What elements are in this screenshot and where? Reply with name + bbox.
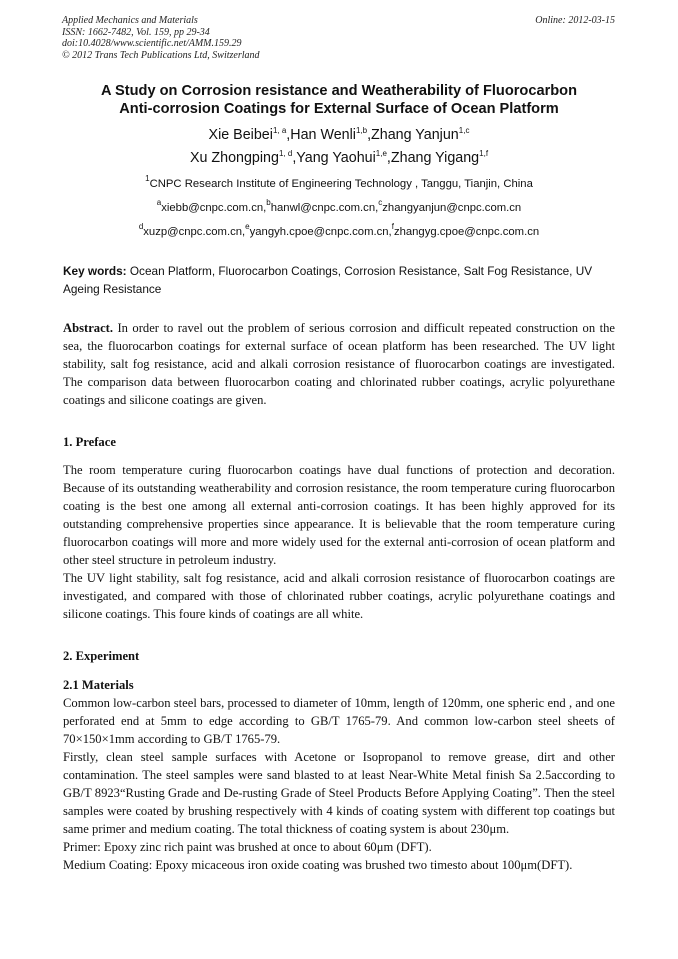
author-affil-sup: 1,b: [355, 126, 368, 135]
preface-paragraph-2: The UV light stability, salt fog resistance, acid and alkali corrosion resistance of fluorocarbon coatings are investigated, and compared with those of chlorinated rubber coatings, acrylic polyurethane coatings and silicone coatings. This foure kinds of coatings are all white.: [63, 571, 615, 621]
author-affil-sup: 1,f: [479, 149, 489, 158]
title-line-2: Anti-corrosion Coatings for External Surface of Ocean Platform: [119, 101, 559, 117]
preface-section: [63, 461, 615, 623]
author-name: ,Han Wenli: [286, 127, 356, 143]
affiliation-sup: 1: [145, 174, 150, 183]
author-name: ,Zhang Yigang: [386, 150, 480, 166]
materials-paragraph-3: Primer: Epoxy zinc rich paint was brushed at once to about 60μm (DFT).: [63, 840, 432, 854]
abstract-text: In order to ravel out the problem of serious corrosion and difficult repeated construction on the sea, the fluorocarbon coatings for external surface of ocean platform has been researched. The UV light stability, salt fog resistance, acid and alkali corrosion resistance of fluorocarbon coatings are investigated. The comparison data between fluorocarbon coating and chlorinated rubber coatings, acrylic polyurethane coatings and silicone coatings are given.: [63, 321, 615, 407]
author-line-1: [40, 124, 638, 147]
materials-section: [63, 694, 615, 874]
online-date: Online: 2012-03-15: [535, 15, 615, 26]
section-heading-experiment: 2. Experiment: [63, 649, 140, 663]
email-sup: d: [138, 222, 144, 231]
author-affil-sup: 1, d: [278, 149, 293, 158]
author-affil-sup: 1,e: [375, 149, 387, 158]
issn-line: ISSN: 1662-7482, Vol. 159, pp 29-34: [62, 26, 210, 38]
copyright-line: © 2012 Trans Tech Publications Ltd, Switzerland: [62, 49, 260, 61]
email-sup: f: [391, 222, 394, 231]
email-address[interactable]: zhangyanjun@cnpc.com.cn: [382, 202, 522, 214]
journal-name: Applied Mechanics and Materials: [62, 15, 198, 26]
author-list: [40, 124, 638, 170]
affiliation-text: CNPC Research Institute of Engineering Technology , Tanggu, Tianjin, China: [149, 178, 533, 190]
keywords: [63, 262, 615, 298]
email-address[interactable]: xuzp@cnpc.com.cn,: [143, 226, 246, 238]
journal-header: [62, 15, 260, 61]
paper-title: [40, 82, 638, 118]
author-name: ,Yang Yaohui: [292, 150, 376, 166]
materials-paragraph-1: Common low-carbon steel bars, processed to diameter of 10mm, length of 120mm, one spheric end , and one perforated end at 5mm to edge according to GB/T 1765-79. And common low-carbon steel sheets of 70×150×1mm according to GB/T 1765-79.: [63, 696, 615, 746]
author-affil-sup: 1,c: [458, 126, 470, 135]
abstract-label: Abstract.: [63, 321, 114, 335]
section-heading-preface: 1. Preface: [63, 435, 116, 449]
author-name: Xie Beibei: [208, 127, 273, 143]
preface-paragraph-1: The room temperature curing fluorocarbon coatings have dual functions of protection and decoration. Because of its outstanding weatherability and corrosion resistance, the room temperature curing fluorocarbon coating is the best one among all external anti-corrosion coatings. It has been highly approved for its outstanding comprehensive properties since appearance. It is believable that the room temperature curing fluorocarbon coatings will more and more widely used for the external anti-corrosion of ocean platform and other steel structure in petroleum industry.: [63, 463, 615, 567]
title-line-1: A Study on Corrosion resistance and Weatherability of Fluorocarbon: [101, 83, 577, 99]
email-line-2: [40, 222, 638, 239]
affiliation: [40, 174, 638, 191]
email-sup: b: [266, 198, 271, 207]
materials-paragraph-2: Firstly, clean steel sample surfaces with Acetone or Isopropanol to remove grease, dirt and other contamination. The steel samples were sand blasted to at least Near-White Metal finish Sa 2.5according to GB/T 8923“Rusting Grade and De-rusting Grade of Steel Products Before Applying Coating”. Then the steel samples were coated by brushing respectively with 4 kinds of coating system with different top coatings but same primer and medium coating. The total thickness of coating system is about 230μm.: [63, 750, 615, 836]
email-address[interactable]: zhangyg.cpoe@cnpc.com.cn: [393, 226, 540, 238]
email-sup: c: [378, 198, 383, 207]
email-sup: e: [245, 222, 250, 231]
email-sup: a: [156, 198, 162, 207]
keywords-text: Ocean Platform, Fluorocarbon Coatings, Corrosion Resistance, Salt Fog Resistance, UV Ageing Resistance: [63, 264, 593, 296]
email-address[interactable]: yangyh.cpoe@cnpc.com.cn,: [249, 226, 392, 238]
author-name: Xu Zhongping: [189, 150, 279, 166]
materials-paragraph-4: Medium Coating: Epoxy micaceous iron oxide coating was brushed two timesto about 100μm(DFT).: [63, 858, 573, 872]
abstract: [63, 319, 615, 409]
subsection-heading-materials: 2.1 Materials: [63, 678, 134, 692]
email-address[interactable]: hanwl@cnpc.com.cn,: [270, 202, 379, 214]
keywords-label: Key words:: [63, 264, 127, 278]
email-line-1: [40, 198, 638, 215]
doi-line: doi:10.4028/www.scientific.net/AMM.159.29: [62, 38, 242, 49]
email-address[interactable]: xiebb@cnpc.com.cn,: [161, 202, 267, 214]
author-line-2: [40, 147, 638, 170]
author-affil-sup: 1, a: [272, 126, 287, 135]
author-name: ,Zhang Yanjun: [367, 127, 459, 143]
abstract-paragraph: [63, 319, 615, 409]
